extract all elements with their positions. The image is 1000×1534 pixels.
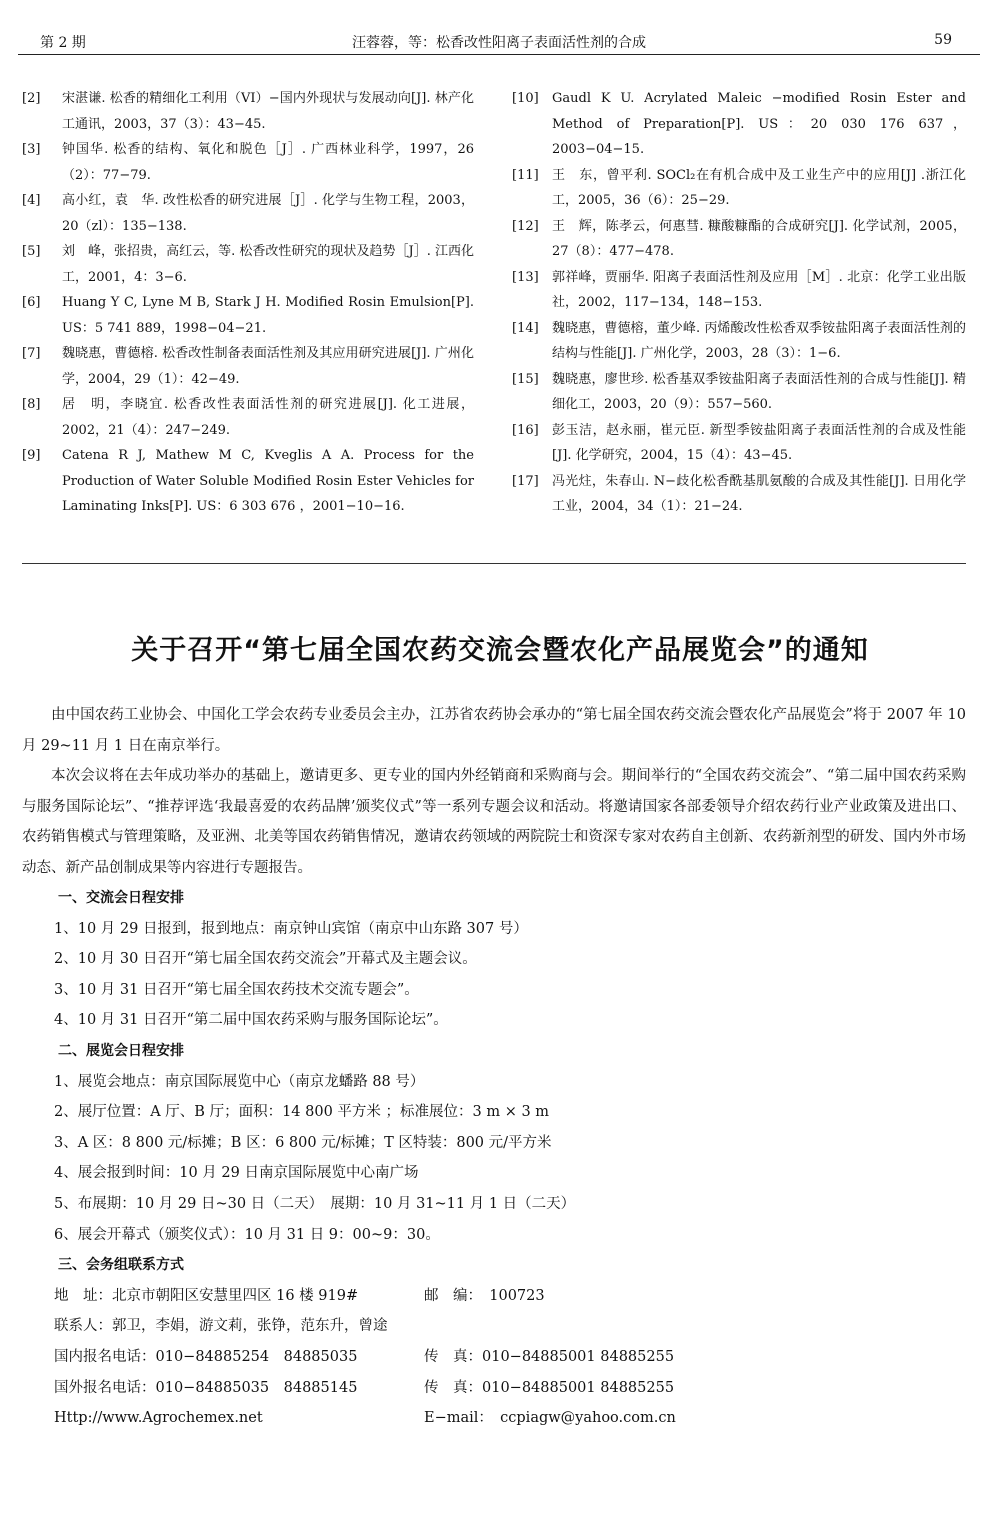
references-left-column [22,86,474,520]
contact-persons: 联系人：郭卫，李娟，游文莉，张铮，范东升，曾途 [54,1318,388,1335]
reference-text: 冯光炷，朱春山. N−歧化松香酰基肌氨酸的合成及其性能[J]. 日用化学工业，2004，34（1）：21−24. [552,473,966,514]
reference-text: 钟国华. 松香的结构、氧化和脱色［J］. 广西林业科学，1997，26（2）：77−79. [62,142,474,183]
reference-number: [12] [512,218,539,234]
reference-text: 郭祥峰，贾丽华. 阳离子表面活性剂及应用［M］. 北京：化学工业出版社，2002，117−134，148−153. [552,269,966,310]
reference-number: [14] [512,320,539,336]
reference-text: 魏晓惠，曹德榕. 松香改性制备表面活性剂及其应用研究进展[J]. 广州化学，2004，29（1）：42−49. [62,346,474,387]
reference-text: Huang Y C, Lyne M B, Stark J H. Modified Rosin Emulsion[P]. US：5 741 889，1998−04−21. [62,295,474,336]
running-header [18,30,980,55]
reference-number: [13] [512,269,539,285]
schedule-item: 1、展览会地点：南京国际展览中心（南京龙蟠路 88 号） [54,1073,425,1090]
reference-text: 宋湛谦. 松香的精细化工利用（VI）−国内外现状与发展动向[J]. 林产化工通讯，2003，37（3）：43−45. [62,91,474,132]
reference-item [512,316,966,367]
reference-text: 王 东，曾平利. SOCl₂在有机合成中及工业生产中的应用[J] .浙江化工，2005，36（6）：25−29. [552,167,966,208]
reference-number: [5] [22,244,41,259]
reference-number: [10] [512,91,539,106]
reference-item [512,163,966,214]
reference-number: [7] [22,346,41,361]
reference-text: 刘 峰，张招贵，高红云，等. 松香改性研究的现状及趋势［J］. 江西化工，2001，4：3−6. [62,244,474,285]
schedule-item: 6、展会开幕式（颁奖仪式）：10 月 31 日 9：00~9：30。 [54,1226,440,1243]
reference-text: 魏晓惠，廖世珍. 松香基双季铵盐阳离子表面活性剂的合成与性能[J]. 精细化工，2003，20（9）：557−560. [552,371,966,412]
international-fax: 传 真：010−84885001 84885255 [424,1379,675,1396]
section-divider [22,563,966,564]
schedule-item: 3、10 月 31 日召开“第七届全国农药技术交流专题会”。 [54,981,419,998]
references-right-column [512,86,966,520]
reference-text: Catena R J, Mathew M C, Kveglis A A. Process for the Production of Water Soluble Modified Rosin Ester Vehicles for Laminating Inks[P]. US：6 303 676 ，2001−10−16. [62,448,474,514]
section-heading: 二、展览会日程安排 [58,1042,184,1059]
issue-number: 第 2 期 [40,35,86,51]
schedule-item: 3、A 区：8 800 元/标摊；B 区：6 800 元/标摊；T 区特装：800 元/平方米 [54,1134,552,1151]
reference-number: [17] [512,473,539,489]
reference-item [22,443,474,520]
running-title: 汪蓉蓉，等：松香改性阳离子表面活性剂的合成 [352,35,646,51]
contact-row [22,1311,966,1342]
section-heading: 一、交流会日程安排 [58,890,184,906]
reference-item [512,86,966,163]
contact-row [22,1373,966,1404]
postcode: 邮 编： 100723 [424,1287,545,1304]
reference-number: [9] [22,448,41,463]
reference-item [22,290,474,341]
reference-item [512,367,966,418]
reference-number: [8] [22,397,41,412]
domestic-fax: 传 真：010−84885001 84885255 [424,1348,675,1365]
notice-paragraph: 由中国农药工业协会、中国化工学会农药专业委员会主办，江苏省农药协会承办的“第七届全国农药交流会暨农化产品展览会”将于 2007 年 10 月 29~11 月 1 日在南京举行。 [22,707,966,754]
reference-text: 王 辉，陈孝云，何惠彗. 糠酸糠酯的合成研究[J]. 化学试剂，2005，27（8）：477−478. [552,218,966,259]
schedule-item: 4、展会报到时间：10 月 29 日南京国际展览中心南广场 [54,1165,419,1182]
reference-item [512,265,966,316]
reference-text: 彭玉洁，赵永丽，崔元臣. 新型季铵盐阳离子表面活性剂的合成及性能[J]. 化学研究，2004，15（4）：43−45. [552,422,966,463]
notice-paragraph: 本次会议将在去年成功举办的基础上，邀请更多、更专业的国内外经销商和采购商与会。期间举行的“全国农药交流会”、“第二届中国农药采购与服务国际论坛”、“推荐评选‘我最喜爱的农药品牌’颁奖仪式”等一系列专题会议和活动。将邀请国家各部委领导介绍农药行业产业政策及进出口、农药销售模式与管理策略，及亚洲、北美等国农药销售情况，邀请农药领域的两院院士和资深专家对农药自主创新、农药新剂型的研发、国内外市场动态、新产品创制成果等内容进行专题报告。 [22,768,966,876]
reference-item [512,214,966,265]
reference-item [22,392,474,443]
reference-item [512,418,966,469]
reference-text: 居 明，李晓宜. 松香改性表面活性剂的研究进展[J]. 化工进展，2002，21（4）：247−249. [62,397,474,438]
reference-number: [3] [22,142,41,157]
contact-row [22,1403,966,1434]
reference-item [22,341,474,392]
section-heading: 三、会务组联系方式 [58,1257,184,1274]
international-phone: 国外报名电话：010−84885035 84885145 [54,1379,358,1396]
reference-number: [6] [22,295,41,310]
schedule-item: 2、10 月 30 日召开“第七届全国农药交流会”开幕式及主题会议。 [54,951,477,968]
schedule-item: 1、10 月 29 日报到，报到地点：南京钟山宾馆（南京中山东路 307 号） [54,920,528,937]
reference-item [22,239,474,290]
notice-body [22,700,966,1434]
reference-text: Gaudl K U. Acrylated Maleic −modified Rosin Ester and Method of Preparation[P]. US：20 030 176 637，2003−04−15. [552,91,966,157]
reference-item [22,137,474,188]
contact-row [22,1342,966,1373]
reference-number: [4] [22,193,41,208]
reference-item [512,469,966,520]
reference-number: [2] [22,91,41,106]
website-link[interactable]: Http://www.Agrochemex.net [54,1410,263,1427]
notice-title: 关于召开“第七届全国农药交流会暨农化产品展览会”的通知 [131,635,869,666]
reference-number: [15] [512,371,539,387]
schedule-item: 5、布展期：10 月 29 日~30 日（二天） 展期：10 月 31~11 月 1 日（二天） [54,1195,576,1212]
contact-row [22,1281,966,1312]
domestic-phone: 国内报名电话：010−84885254 84885035 [54,1348,358,1365]
page-number: 59 [934,32,952,48]
reference-item [22,86,474,137]
reference-text: 高小红，袁 华. 改性松香的研究进展［J］. 化学与生物工程，2003，20（zl）：135−138. [62,193,474,234]
schedule-item: 4、10 月 31 日召开“第二届中国农药采购与服务国际论坛”。 [54,1012,448,1029]
schedule-item: 2、展厅位置：A 厅、B 厅；面积：14 800 平方米 ；标准展位：3 m × 3 m [54,1104,550,1121]
address: 地 址：北京市朝阳区安慧里四区 16 楼 919# [54,1287,359,1304]
reference-item [22,188,474,239]
reference-number: [11] [512,167,539,183]
email-link[interactable]: E−mail： ccpiagw@yahoo.com.cn [424,1410,676,1427]
reference-number: [16] [512,422,539,438]
reference-text: 魏晓惠，曹德榕，董少峰. 丙烯酸改性松香双季铵盐阳离子表面活性剂的结构与性能[J]. 广州化学，2003，28（3）：1−6. [552,320,966,361]
